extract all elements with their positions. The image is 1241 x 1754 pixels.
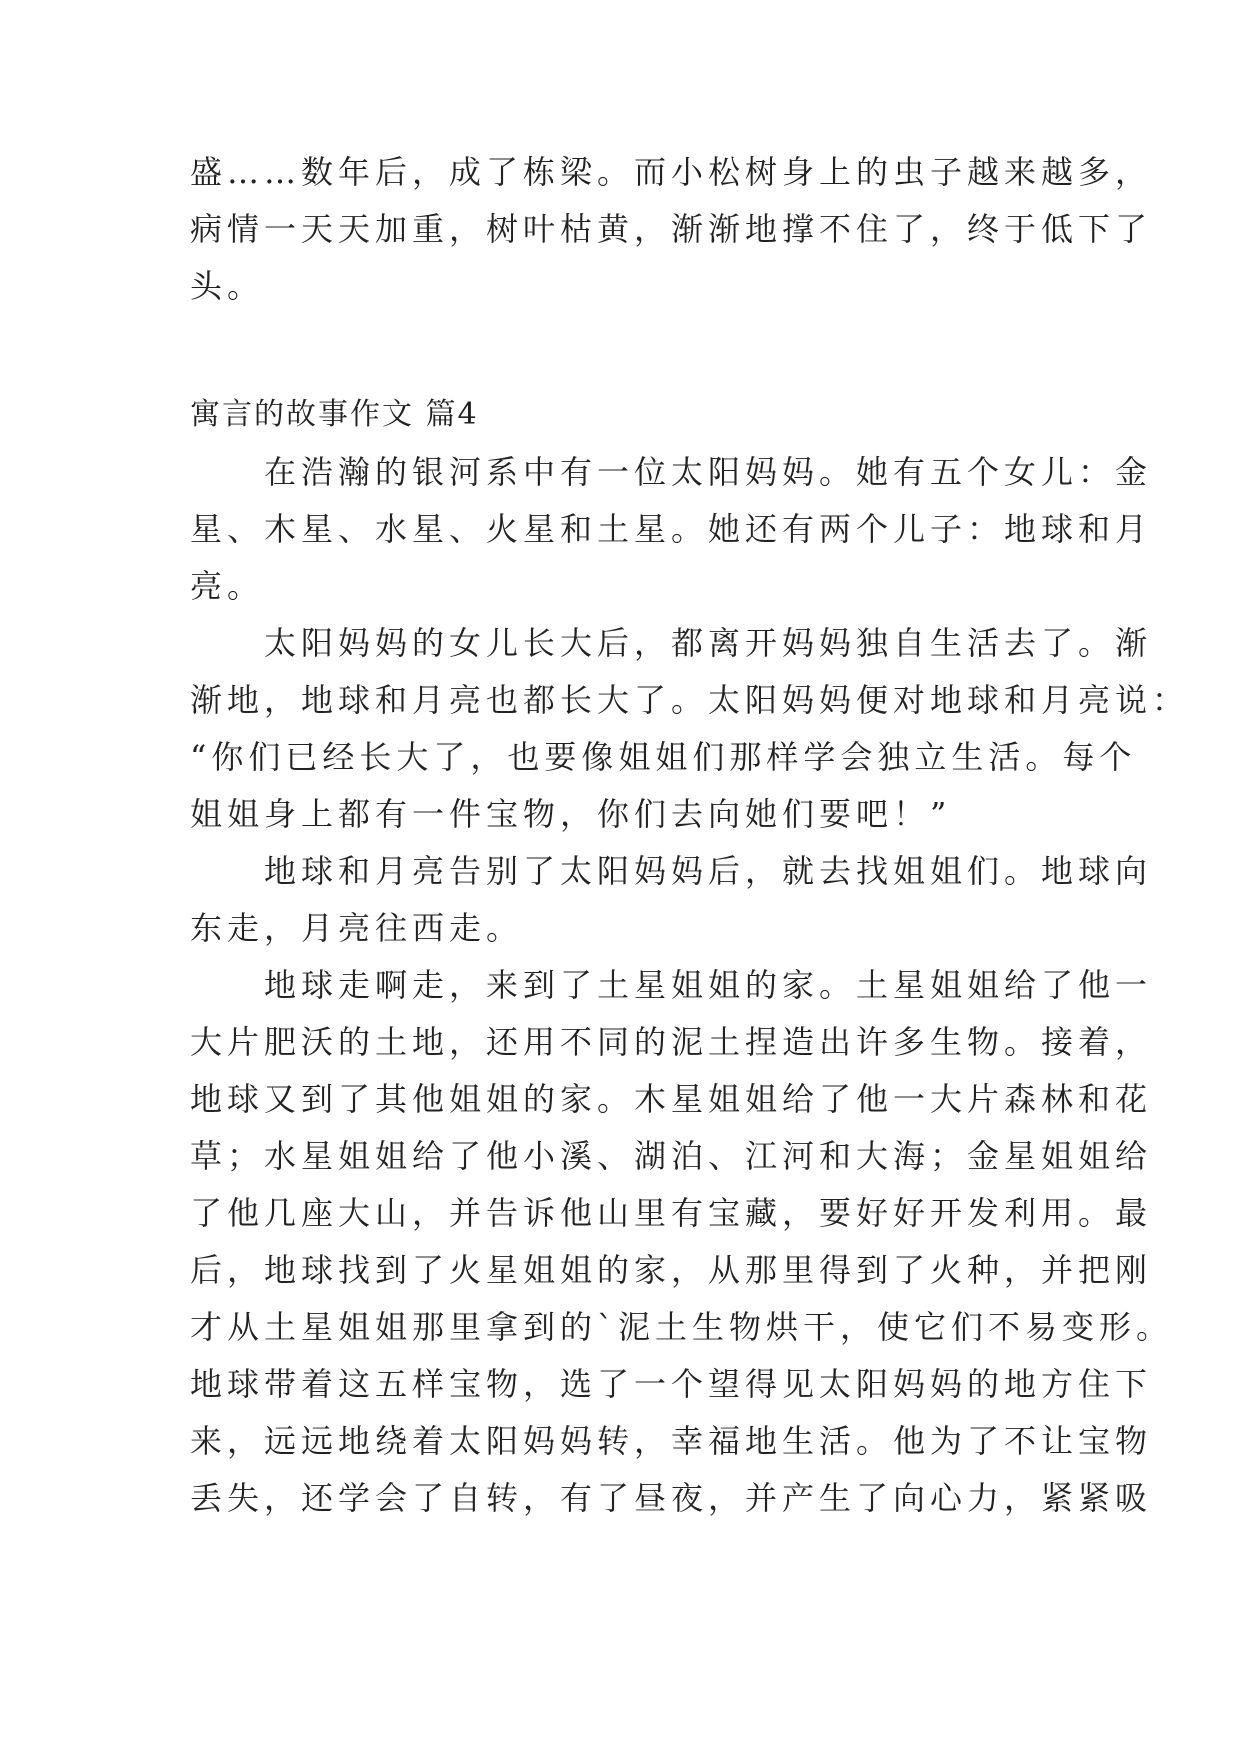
paragraph-line: 地球和月亮告别了太阳妈妈后，就去找姐姐们。地球向	[190, 852, 1153, 890]
section-heading: 寓言的故事作文 篇4	[190, 397, 479, 432]
paragraph-line: 盛……数年后，成了栋梁。而小松树身上的虫子越来越多，	[190, 153, 1153, 191]
paragraph-line: 地球带着这五样宝物，选了一个望得见太阳妈妈的地方住下	[190, 1365, 1153, 1403]
paragraph-line: 地球又到了其他姐姐的家。木星姐姐给了他一大片森林和花	[190, 1080, 1153, 1118]
paragraph-line: 亮。	[190, 567, 265, 605]
paragraph-line: 病情一天天加重，树叶枯黄，渐渐地撑不住了，终于低下了	[190, 210, 1153, 248]
paragraph-line: 才从土星姐姐那里拿到的`泥土生物烘干，使它们不易变形。	[190, 1308, 1174, 1346]
paragraph-line: 姐姐身上都有一件宝物，你们去向她们要吧！”	[190, 795, 952, 833]
paragraph-line: 后，地球找到了火星姐姐的家，从那里得到了火种，并把刚	[190, 1251, 1153, 1289]
paragraph-line: 大片肥沃的土地，还用不同的泥土捏造出许多生物。接着，	[190, 1023, 1153, 1061]
paragraph-line: 来，远远地绕着太阳妈妈转，幸福地生活。他为了不让宝物	[190, 1422, 1153, 1460]
paragraph-line: 头。	[190, 267, 265, 305]
paragraph-line: “你们已经长大了，也要像姐姐们那样学会独立生活。每个	[190, 738, 1137, 776]
paragraph-line: 丢失，还学会了自转，有了昼夜，并产生了向心力，紧紧吸	[190, 1479, 1153, 1517]
paragraph-line: 地球走啊走，来到了土星姐姐的家。土星姐姐给了他一	[190, 966, 1153, 1004]
paragraph-line: 星、木星、水星、火星和土星。她还有两个儿子：地球和月	[190, 510, 1153, 548]
paragraph-line: 了他几座大山，并告诉他山里有宝藏，要好好开发利用。最	[190, 1194, 1153, 1232]
paragraph-line: 东走，月亮往西走。	[190, 909, 524, 947]
paragraph-line: 太阳妈妈的女儿长大后，都离开妈妈独自生活去了。渐	[190, 624, 1153, 662]
paragraph-line: 渐地，地球和月亮也都长大了。太阳妈妈便对地球和月亮说：	[190, 681, 1190, 719]
paragraph-line: 草；水星姐姐给了他小溪、湖泊、江河和大海；金星姐姐给	[190, 1137, 1153, 1175]
paragraph-line: 在浩瀚的银河系中有一位太阳妈妈。她有五个女儿：金	[190, 453, 1153, 491]
